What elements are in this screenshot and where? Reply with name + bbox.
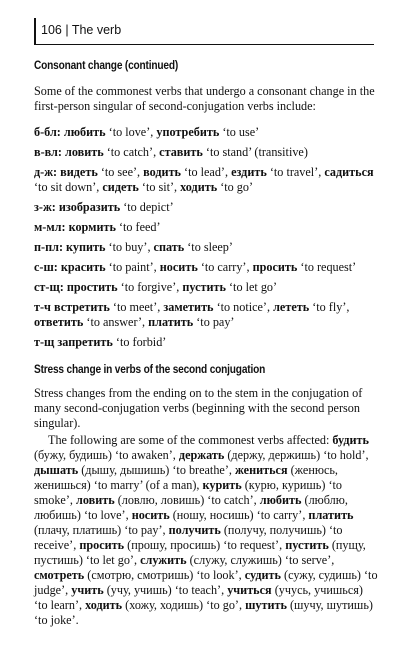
consonant-change-intro: Some of the commonest verbs that undergo a consonant change in the first-person singular of second-conjugation verbs include: bbox=[34, 84, 375, 113]
header-text bbox=[41, 23, 121, 37]
verb-term: пустить bbox=[285, 538, 329, 552]
verb-term: платить bbox=[148, 315, 194, 329]
verb-term: будить bbox=[332, 433, 369, 447]
gloss-text: (ношу, носишь) ‘to carry’, bbox=[169, 508, 309, 522]
gloss-text: (женюсь, женишься) ‘to marry’ (of a man), bbox=[34, 463, 338, 492]
gloss-text: (служу, служишь) ‘to serve’, bbox=[186, 553, 335, 567]
header-rule bbox=[34, 44, 374, 45]
verb-term: учиться bbox=[227, 583, 272, 597]
consonant-change-row bbox=[34, 200, 378, 215]
page-number: 106 bbox=[41, 23, 62, 37]
stress-change-intro: Stress changes from the ending on to the stem in the conjugation of many second-conjugation verbs (beginning with the second person singular). bbox=[34, 386, 363, 430]
gloss-text: ‘to stand’ (transitive) bbox=[202, 145, 308, 159]
gloss-text: (пущу, пустишь) ‘to let go’, bbox=[34, 538, 366, 567]
gloss-text: (люблю, любишь) ‘to love’, bbox=[34, 493, 348, 522]
gloss-text: ‘to sleep’ bbox=[184, 240, 233, 254]
verb-term: употребить bbox=[156, 125, 220, 139]
verb-term: водить bbox=[143, 165, 181, 179]
gloss-text: ‘to answer’, bbox=[83, 315, 149, 329]
gloss-text: (прошу, просишь) ‘to request’, bbox=[124, 538, 286, 552]
gloss-text: ‘to go’ bbox=[217, 180, 254, 194]
verb-term: сидеть bbox=[102, 180, 139, 194]
verb-term: пустить bbox=[182, 280, 226, 294]
gloss-text: ‘to catch’, bbox=[103, 145, 160, 159]
header-separator: | bbox=[65, 23, 69, 37]
consonant-change-row bbox=[34, 165, 378, 195]
gloss-text: ‘to let go’ bbox=[225, 280, 278, 294]
gloss-text: ‘to depict’ bbox=[120, 200, 174, 214]
consonant-change-row bbox=[34, 260, 378, 275]
verb-term: носить bbox=[131, 508, 170, 522]
verb-term: смотреть bbox=[34, 568, 85, 582]
verb-term: заметить bbox=[163, 300, 214, 314]
gloss-text: (бужу, будишь) ‘to awaken’, bbox=[34, 448, 179, 462]
gloss-text: (дышу, дышишь) ‘to breathe’, bbox=[78, 463, 235, 477]
gloss-text: ‘to feed’ bbox=[115, 220, 161, 234]
verb-term: б-бл: любить bbox=[34, 125, 106, 139]
verb-term: дышать bbox=[34, 463, 79, 477]
gloss-text: (курю, куришь) ‘to smoke’, bbox=[34, 478, 342, 507]
gloss-text: ‘to carry’, bbox=[197, 260, 253, 274]
chapter-title: The verb bbox=[71, 23, 122, 37]
gloss-text: (шучу, шутишь) ‘to joke’. bbox=[34, 598, 373, 627]
consonant-change-row bbox=[34, 240, 378, 255]
gloss-text: ‘to lead’, bbox=[181, 165, 232, 179]
section-heading-consonant-change: Consonant change (continued) bbox=[34, 60, 179, 72]
verb-term: судить bbox=[244, 568, 281, 582]
gloss-text: ‘to meet’, bbox=[109, 300, 164, 314]
gloss-text: ‘to forbid’ bbox=[112, 335, 167, 349]
gloss-text: (смотрю, смотришь) ‘to look’, bbox=[84, 568, 245, 582]
section-heading-stress-change: Stress change in verbs of the second conjugation bbox=[34, 364, 266, 376]
consonant-change-row bbox=[34, 280, 378, 295]
verb-term: любить bbox=[259, 493, 302, 507]
verb-term: ловить bbox=[75, 493, 115, 507]
consonant-change-row bbox=[34, 300, 378, 330]
gloss-text: (хожу, ходишь) ‘to go’, bbox=[122, 598, 246, 612]
verb-term: с-ш: красить bbox=[34, 260, 106, 274]
consonant-change-row bbox=[34, 220, 378, 235]
gloss-text: ‘to buy’, bbox=[105, 240, 154, 254]
verb-term: ходить bbox=[180, 180, 218, 194]
consonant-change-list bbox=[34, 125, 378, 350]
gloss-text: ‘to sit down’, bbox=[34, 180, 103, 194]
verb-term: просить bbox=[252, 260, 298, 274]
verb-term: ездить bbox=[231, 165, 267, 179]
gloss-text: (сужу, судишь) ‘to judge’, bbox=[34, 568, 378, 597]
gloss-text: ‘to forgive’, bbox=[117, 280, 183, 294]
verb-term: в-вл: ловить bbox=[34, 145, 104, 159]
running-header bbox=[34, 18, 374, 44]
consonant-change-row bbox=[34, 145, 378, 160]
header-bar bbox=[34, 18, 36, 44]
verb-term: получить bbox=[168, 523, 221, 537]
verb-term: спать bbox=[153, 240, 185, 254]
gloss-text: (получу, получишь) ‘to receive’, bbox=[34, 523, 343, 552]
gloss-text: ‘to notice’, bbox=[213, 300, 274, 314]
verb-term: лететь bbox=[273, 300, 310, 314]
verb-term: учить bbox=[71, 583, 104, 597]
verb-term: держать bbox=[178, 448, 225, 462]
verb-term: т-щ запретить bbox=[34, 335, 113, 349]
gloss-text: ‘to see’, bbox=[97, 165, 144, 179]
gloss-text: (учусь, учишься) ‘to learn’, bbox=[34, 583, 363, 612]
verb-term: просить bbox=[79, 538, 125, 552]
verb-term: ставить bbox=[159, 145, 203, 159]
gloss-text: ‘to request’ bbox=[297, 260, 357, 274]
gloss-text: ‘to fly’, bbox=[309, 300, 350, 314]
gloss-text: (держу, держишь) ‘to hold’, bbox=[224, 448, 369, 462]
verb-term: носить bbox=[159, 260, 198, 274]
consonant-change-row bbox=[34, 125, 378, 140]
gloss-text: (плачу, платишь) ‘to pay’, bbox=[34, 523, 169, 537]
gloss-text: (учу, учишь) ‘to teach’, bbox=[103, 583, 228, 597]
verb-term: курить bbox=[202, 478, 242, 492]
verb-term: платить bbox=[308, 508, 354, 522]
page-content bbox=[34, 60, 378, 628]
gloss-text: ‘to travel’, bbox=[266, 165, 325, 179]
verb-term: м-мл: кормить bbox=[34, 220, 116, 234]
gloss-text: ‘to paint’, bbox=[105, 260, 160, 274]
gloss-text: The following are some of the commonest verbs affected: bbox=[48, 433, 333, 447]
gloss-text: ‘to love’, bbox=[105, 125, 157, 139]
gloss-text: ‘to sit’, bbox=[138, 180, 181, 194]
gloss-text: ‘to use’ bbox=[219, 125, 260, 139]
verb-term: садиться bbox=[324, 165, 374, 179]
verb-term: п-пл: купить bbox=[34, 240, 106, 254]
consonant-change-row bbox=[34, 335, 378, 350]
verb-term: ст-щ: простить bbox=[34, 280, 118, 294]
verb-term: т-ч встретить bbox=[34, 300, 110, 314]
verb-term: ходить bbox=[85, 598, 123, 612]
verb-term: шутить bbox=[245, 598, 287, 612]
verb-term: служить bbox=[140, 553, 187, 567]
gloss-text: (ловлю, ловишь) ‘to catch’, bbox=[114, 493, 260, 507]
verb-term: жениться bbox=[234, 463, 288, 477]
gloss-text: ‘to pay’ bbox=[193, 315, 235, 329]
verb-term: д-ж: видеть bbox=[34, 165, 98, 179]
verb-term: ответить bbox=[34, 315, 84, 329]
verb-term: з-ж: изобразить bbox=[34, 200, 121, 214]
stress-change-verb-list bbox=[34, 433, 378, 628]
